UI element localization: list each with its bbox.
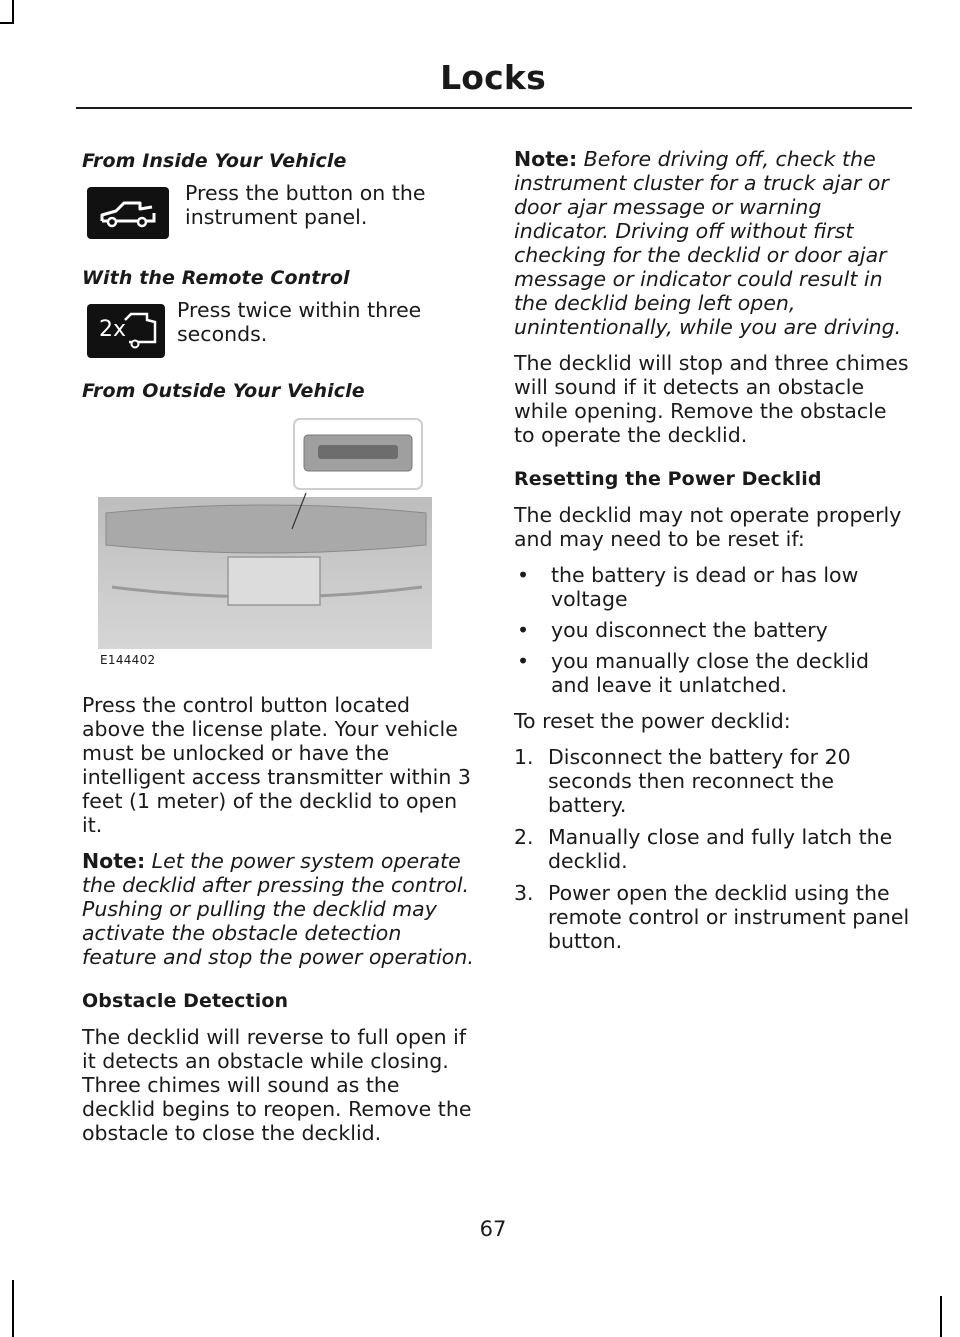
list-item: 1. Disconnect the battery for 20 seconds then reconnect the battery. — [514, 745, 851, 817]
crop-mark — [12, 0, 14, 24]
header-rule — [76, 107, 912, 109]
obstacle-text: The decklid will reverse to full open if it detects an obstacle while closing. Three chimes will sound as the decklid begins to reopen. Remove the obstacle to close the decklid. — [82, 1025, 472, 1145]
right-column — [514, 147, 910, 961]
page-title: Locks — [440, 58, 546, 97]
note-label: Note: — [514, 147, 578, 171]
figure-code: E144402 — [100, 653, 156, 667]
remote-heading: With the Remote Control — [82, 267, 350, 289]
remote-icon-text: 2x — [99, 317, 127, 342]
chimes-text: The decklid will stop and three chimes will sound if it detects an obstacle while opening. Remove the obstacle to operate the decklid. — [514, 351, 909, 447]
reset-steps-list — [514, 745, 910, 953]
list-item: • you manually close the decklid and leave it unlatched. — [517, 649, 869, 697]
obstacle-heading: Obstacle Detection — [82, 990, 289, 1012]
note-paragraph-1 — [82, 849, 477, 969]
left-column — [82, 147, 477, 1157]
reset-heading: Resetting the Power Decklid — [514, 468, 822, 490]
outside-text: Press the control button located above the license plate. Your vehicle must be unlocked or have the intelligent access transmitter within 3 feet (1 meter) of the decklid to open it. — [82, 693, 471, 837]
reset-lead: To reset the power decklid: — [514, 709, 791, 733]
note-text: Let the power system operate the decklid after pressing the control. Pushing or pulling the decklid may activate the obstacle detection feature and stop the power operation. — [82, 849, 474, 969]
remote-instruction — [82, 298, 477, 358]
crop-mark — [12, 1280, 14, 1337]
outside-heading: From Outside Your Vehicle — [82, 380, 365, 402]
note-label: Note: — [82, 849, 146, 873]
inside-heading: From Inside Your Vehicle — [82, 150, 347, 172]
liftgate-2x-icon — [87, 304, 165, 358]
crop-mark — [940, 1296, 942, 1337]
page-number: 67 — [479, 1217, 507, 1241]
note-paragraph-2 — [514, 147, 910, 339]
inside-text: Press the button on the instrument panel. — [185, 181, 426, 229]
crop-mark — [0, 22, 14, 24]
decklid-illustration — [96, 417, 436, 667]
list-item: • you disconnect the battery — [517, 618, 828, 642]
list-item: 2. Manually close and fully latch the decklid. — [514, 825, 893, 873]
inside-instruction — [82, 181, 477, 241]
list-item: 3. Power open the decklid using the remote control or instrument panel button. — [514, 881, 910, 953]
reset-conditions-list — [514, 563, 910, 697]
list-item: • the battery is dead or has low voltage — [517, 563, 859, 611]
liftgate-open-icon — [87, 187, 169, 239]
reset-intro: The decklid may not operate properly and may need to be reset if: — [514, 503, 902, 551]
remote-text: Press twice within three seconds. — [177, 298, 422, 346]
note-text: Before driving off, check the instrument cluster for a truck ajar or door ajar message or warning indicator. Driving off without first checking for the decklid or door ajar message or indicator could result in the decklid being left open, unintentionally, while you are driving. — [514, 147, 902, 339]
